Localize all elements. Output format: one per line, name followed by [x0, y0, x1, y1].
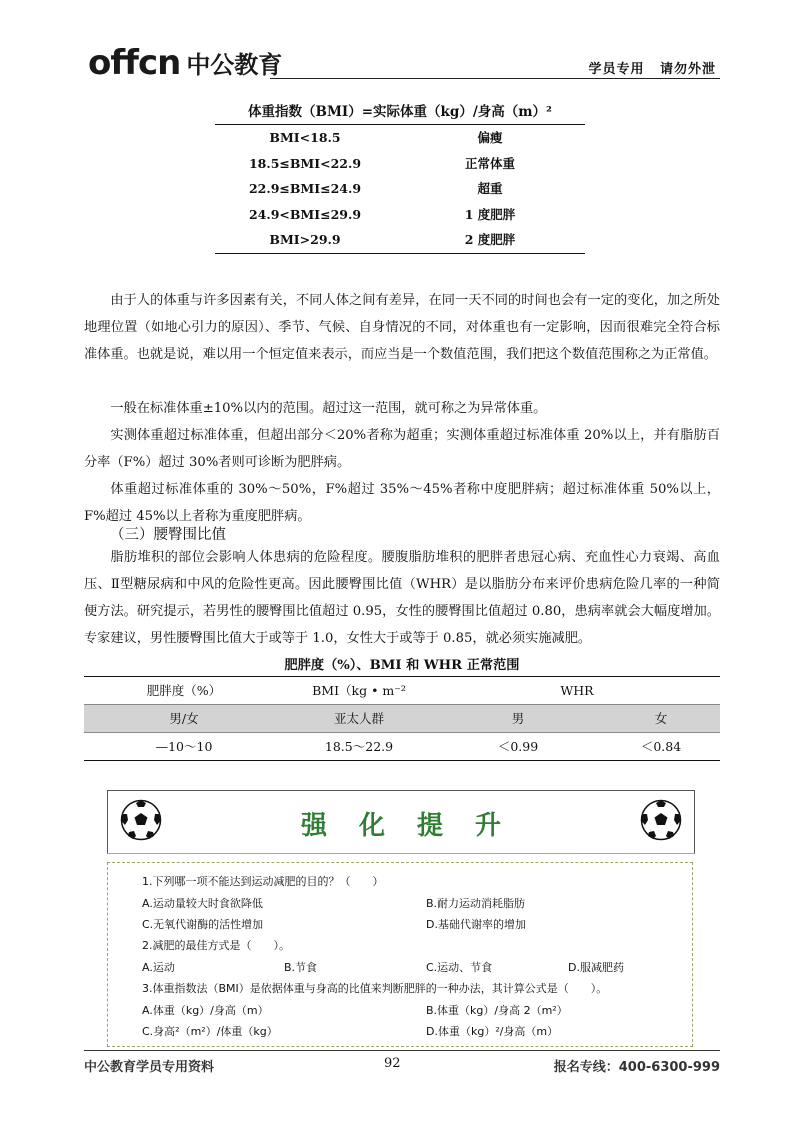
bmi-label: 1 度肥胖	[464, 206, 516, 222]
question-3-option-a: A.体重（kg）/身高（m）	[142, 1004, 269, 1017]
question-1-option-d: D.基础代谢率的增加	[426, 918, 526, 931]
question-2-option-a: A.运动	[142, 961, 175, 974]
question-1-option-a: A.运动量较大时食欲降低	[142, 897, 263, 910]
paragraph-normal-range: 一般在标准体重±10%以内的范围。超过这一范围，就可称之为异常体重。	[110, 401, 547, 416]
question-1-option-c: C.无氧代谢酶的活性增加	[142, 918, 264, 931]
bmi-range: BMI<18.5	[269, 130, 341, 145]
question-3: 3.体重指数法（BMI）是依据体重与身高的比值来判断肥胖的一种办法，其计算公式是（ ）。	[142, 982, 608, 995]
whr-table-title: 肥胖度（%）、BMI 和 WHR 正常范围	[284, 658, 520, 673]
header-whr: WHR	[560, 683, 594, 698]
whr-table	[84, 676, 720, 761]
question-3-option-c: C.身高²（m²）/体重（kg）	[142, 1025, 278, 1038]
header-obesity: 肥胖度（%）	[146, 683, 222, 698]
cell-whr-female: ＜0.84	[640, 739, 682, 754]
paragraph-weight-variation: 由于人的体重与许多因素有关，不同人体之间有差异，在同一天不同的时间也会有一定的变化，加之所处地理位置（如地心引力的原因）、季节、气候、自身情况的不同，对体重也有一定影响，因而很难完全符合标准体重。也就是说，难以用一个恒定值来表示，而应当是一个数值范围，我们把这个数值范围称之为正常值。	[84, 293, 720, 362]
question-2-option-c: C.运动、节食	[426, 961, 493, 974]
bmi-range: 18.5≤BMI<22.9	[248, 155, 362, 171]
section-title-whr: （三）腰臀围比值	[110, 527, 226, 543]
sub-male: 男	[511, 711, 525, 726]
header-rule	[270, 78, 720, 79]
table-row	[215, 227, 585, 253]
bmi-label: 超重	[477, 181, 503, 196]
banner-title: 强化提升	[300, 811, 533, 841]
logo-text-en: offcn	[88, 43, 181, 83]
cell-whr-male: ＜0.99	[497, 739, 539, 754]
header-bmi: BMI（kg • m⁻²	[312, 683, 406, 698]
footer-rule	[84, 1050, 720, 1051]
footer-left-text: 中公教育学员专用资料	[84, 1060, 215, 1075]
bmi-label: 偏瘦	[477, 130, 503, 145]
bmi-label: 正常体重	[464, 155, 515, 171]
question-3-option-b: B.体重（kg）/身高 2（m²）	[426, 1004, 568, 1017]
bmi-table-title: 体重指数（BMI）=实际体重（kg）/身高（m）²	[248, 104, 552, 120]
table-row	[215, 151, 585, 177]
bmi-table	[215, 100, 585, 254]
offcn-logo	[88, 38, 283, 83]
bmi-range: 22.9≤BMI≤24.9	[248, 181, 362, 196]
bmi-label: 2 度肥胖	[464, 232, 516, 247]
footer-hotline: 报名专线：400-6300-999	[553, 1060, 720, 1075]
paragraph-overweight: 实测体重超过标准体重，但超出部分＜20%者称为超重；实测体重超过标准体重 20%以上，并有脂肪百分率（F%）超过 30%者则可诊断为肥胖病。	[84, 428, 720, 470]
cell-bmi-range: 18.5～22.9	[324, 739, 394, 754]
practice-banner	[107, 790, 695, 854]
paragraph-obesity-levels: 体重超过标准体重的 30%～50%，F%超过 35%～45%者称中度肥胖病；超过标准体重 50%以上，F%超过 45%以上者称为重度肥胖病。	[84, 482, 720, 524]
question-1-option-b: B.耐力运动消耗脂肪	[426, 897, 526, 910]
question-2-option-d: D.服减肥药	[568, 961, 624, 974]
bmi-range: 24.9<BMI≤29.9	[248, 206, 362, 222]
table-subheader-row	[84, 704, 720, 733]
question-2: 2.减肥的最佳方式是（ ）。	[142, 939, 290, 952]
bmi-table-bottom-rule	[215, 253, 585, 254]
page-number: 92	[384, 1056, 401, 1071]
question-1: 1.下列哪一项不能达到运动减肥的目的？（ ）	[142, 875, 384, 888]
table-row	[84, 733, 720, 760]
quiz-box	[107, 862, 693, 1047]
header-notice: 学员专用 请勿外泄	[588, 62, 716, 77]
question-2-option-b: B.节食	[284, 961, 318, 974]
bmi-range: BMI>29.9	[269, 232, 341, 247]
sub-gender: 男/女	[169, 711, 199, 726]
paragraph-whr: 脂肪堆积的部位会影响人体患病的危险程度。腰腹脂肪堆积的肥胖者患冠心病、充血性心力衰竭、高血压、Ⅱ型糖尿病和中风的危险性更高。因此腰臀围比值（WHR）是以脂肪分布来评价患病危险几率的一种简便方法。研究提示，若男性的腰臀围比值超过 0.95，女性的腰臀围比值超过 0.80，患病率就会大幅度增加。专家建议，男性腰臀围比值大于或等于 1.0，女性大于或等于 0.85，就必须实施减肥。	[84, 550, 720, 646]
soccer-ball-icon	[640, 799, 682, 841]
table-header-row	[84, 677, 720, 704]
table-row	[215, 176, 585, 202]
logo-text-cn: 中公教育	[186, 51, 283, 79]
table-row	[215, 202, 585, 228]
sub-population: 亚太人群	[333, 711, 384, 726]
cell-obesity-range: —10～10	[155, 739, 213, 754]
question-3-option-d: D.体重（kg）²/身高（m）	[426, 1025, 559, 1038]
table-row	[215, 125, 585, 151]
sub-female: 女	[654, 711, 668, 726]
